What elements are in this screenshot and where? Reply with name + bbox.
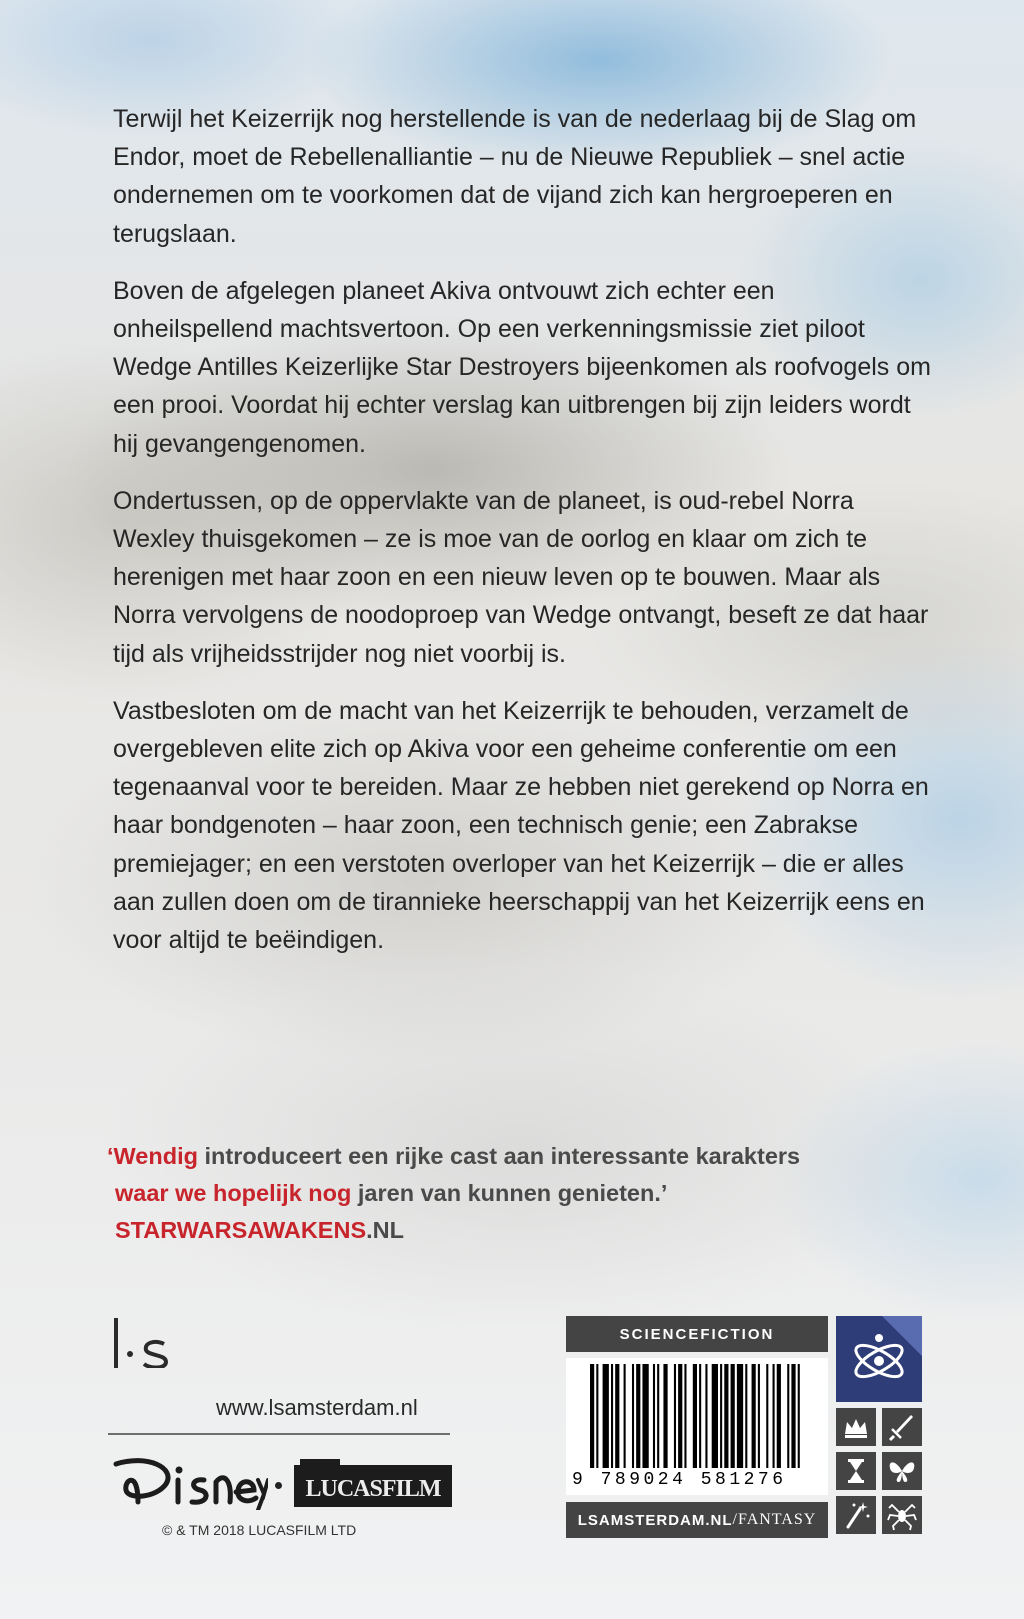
barcode-bar [657, 1364, 659, 1468]
barcode-bar [798, 1364, 800, 1468]
isbn-number: 9 789024 581276 [572, 1470, 787, 1490]
copyright: © & TM 2018 LUCASFILM LTD [162, 1522, 357, 1538]
sword-icon [882, 1408, 922, 1446]
divider [108, 1433, 450, 1435]
barcode-bar [745, 1364, 747, 1468]
barcode-bar [642, 1364, 648, 1468]
quote-red-1: Wendig [113, 1143, 198, 1169]
barcode-bar [615, 1364, 619, 1468]
ls-logo [112, 1318, 184, 1368]
barcode-bar [693, 1364, 697, 1468]
barcode-bar [603, 1364, 609, 1468]
butterfly-icon [882, 1452, 922, 1490]
quote-open-mark: ‘ [107, 1143, 114, 1169]
barcode-bar [752, 1364, 756, 1468]
quote-grey-1: introduceert een rijke cast aan interessante karakters [197, 1143, 801, 1169]
wand-icon [836, 1496, 876, 1534]
barcode-bar [653, 1364, 655, 1468]
barcode-bar [712, 1364, 718, 1468]
genre-site-path: /FANTASY [732, 1511, 817, 1528]
blurb-paragraph-2: Boven de afgelegen planeet Akiva ontvouwt zich echter een onheilspellend machtsvertoon. Op een verkenningsmissie ziet piloot Wedge Antilles Keizerlijke Star Destroyers bijeenkomen als roofvogels om een prooi. Voordat hij echter verslag kan uitbrengen bij zijn leiders wordt hij gevangengenomen. [113, 276, 931, 458]
barcode-bar [791, 1364, 795, 1468]
barcode-bar [699, 1364, 701, 1468]
quote-grey-2: jaren van kunnen genieten.’ [351, 1180, 668, 1206]
barcode-bar [684, 1364, 686, 1468]
barcode-bar [590, 1364, 594, 1468]
barcode-bar [731, 1364, 735, 1468]
blurb-paragraph-3: Ondertussen, op de oppervlakte van de planeet, is oud-rebel Norra Wexley thuisgekomen – ze is moe van de oorlog en klaar om zich te herenigen met haar zoon en een nieuw leven op te bouwen. Maar als Norra vervolgens de noodoproep van Wedge ontvangt, beseft ze dat haar tijd als vrijheidsstrijder nog niet voorbij is. [113, 486, 929, 668]
crown-icon [836, 1408, 876, 1446]
quote-source [115, 1212, 947, 1249]
barcode-bar [678, 1364, 682, 1468]
quote-source-grey: .NL [366, 1217, 404, 1243]
blurb-paragraph-4: Vastbesloten om de macht van het Keizerrijk te behouden, verzamelt de overgebleven elite zich op Akiva voor een geheime conferentie om een tegenaanval voor te bereiden. Maar ze hebben niet gerekend op Norra en haar bondgenoten – haar zoon, een technisch genie; een Zabrakse premiejager; en een verstoten overloper van het Keizerrijk – die er alles aan zullen doen om de tirannieke heerschappij van het Keizerrijk eens en voor altijd te beëindigen. [113, 696, 929, 955]
lucasfilm-wordmark: LUCASFILM [305, 1476, 441, 1502]
barcode-bar [596, 1364, 598, 1468]
science-fiction-badge [836, 1316, 922, 1402]
lucasfilm-logo [294, 1455, 452, 1511]
barcode-bar [720, 1364, 722, 1468]
barcode-bar [611, 1364, 613, 1468]
barcode [566, 1358, 828, 1495]
barcode-bar [766, 1364, 768, 1468]
barcode-bar [737, 1364, 743, 1468]
spider-icon [882, 1496, 922, 1534]
barcode-bar [724, 1364, 728, 1468]
barcode-bar [663, 1364, 667, 1468]
hourglass-icon [836, 1452, 876, 1490]
quote-source-red: STARWARSAWAKENS [115, 1217, 367, 1243]
publisher-website[interactable]: www.lsamsterdam.nl [216, 1395, 418, 1420]
genre-site[interactable] [566, 1502, 828, 1538]
barcode-bar [787, 1364, 789, 1468]
quote-red-2: waar we hopelijk nog [115, 1180, 352, 1206]
barcode-bar [632, 1364, 634, 1468]
barcode-bar [705, 1364, 707, 1468]
separator-dot [275, 1482, 282, 1489]
review-quote [107, 1138, 947, 1249]
barcode-bar [624, 1364, 626, 1468]
genre-label: SCIENCEFICTION [566, 1316, 828, 1352]
barcode-bars [590, 1364, 804, 1468]
genre-site-domain: LSAMSTERDAM.NL [577, 1511, 733, 1529]
barcode-bar [636, 1364, 640, 1468]
barcode-bar [674, 1364, 676, 1468]
blurb [113, 100, 933, 978]
disney-logo [108, 1450, 268, 1510]
barcode-bar [758, 1364, 760, 1468]
barcode-bar [773, 1364, 775, 1468]
blurb-paragraph-1: Terwijl het Keizerrijk nog herstellende is van de nederlaag bij de Slag om Endor, moet de Rebellenalliantie – nu de Nieuwe Republiek – snel actie ondernemen om te voorkomen dat de vijand zich kan hergroeperen en terugslaan. [113, 105, 917, 248]
barcode-bar [777, 1364, 781, 1468]
atom-icon [836, 1316, 922, 1402]
